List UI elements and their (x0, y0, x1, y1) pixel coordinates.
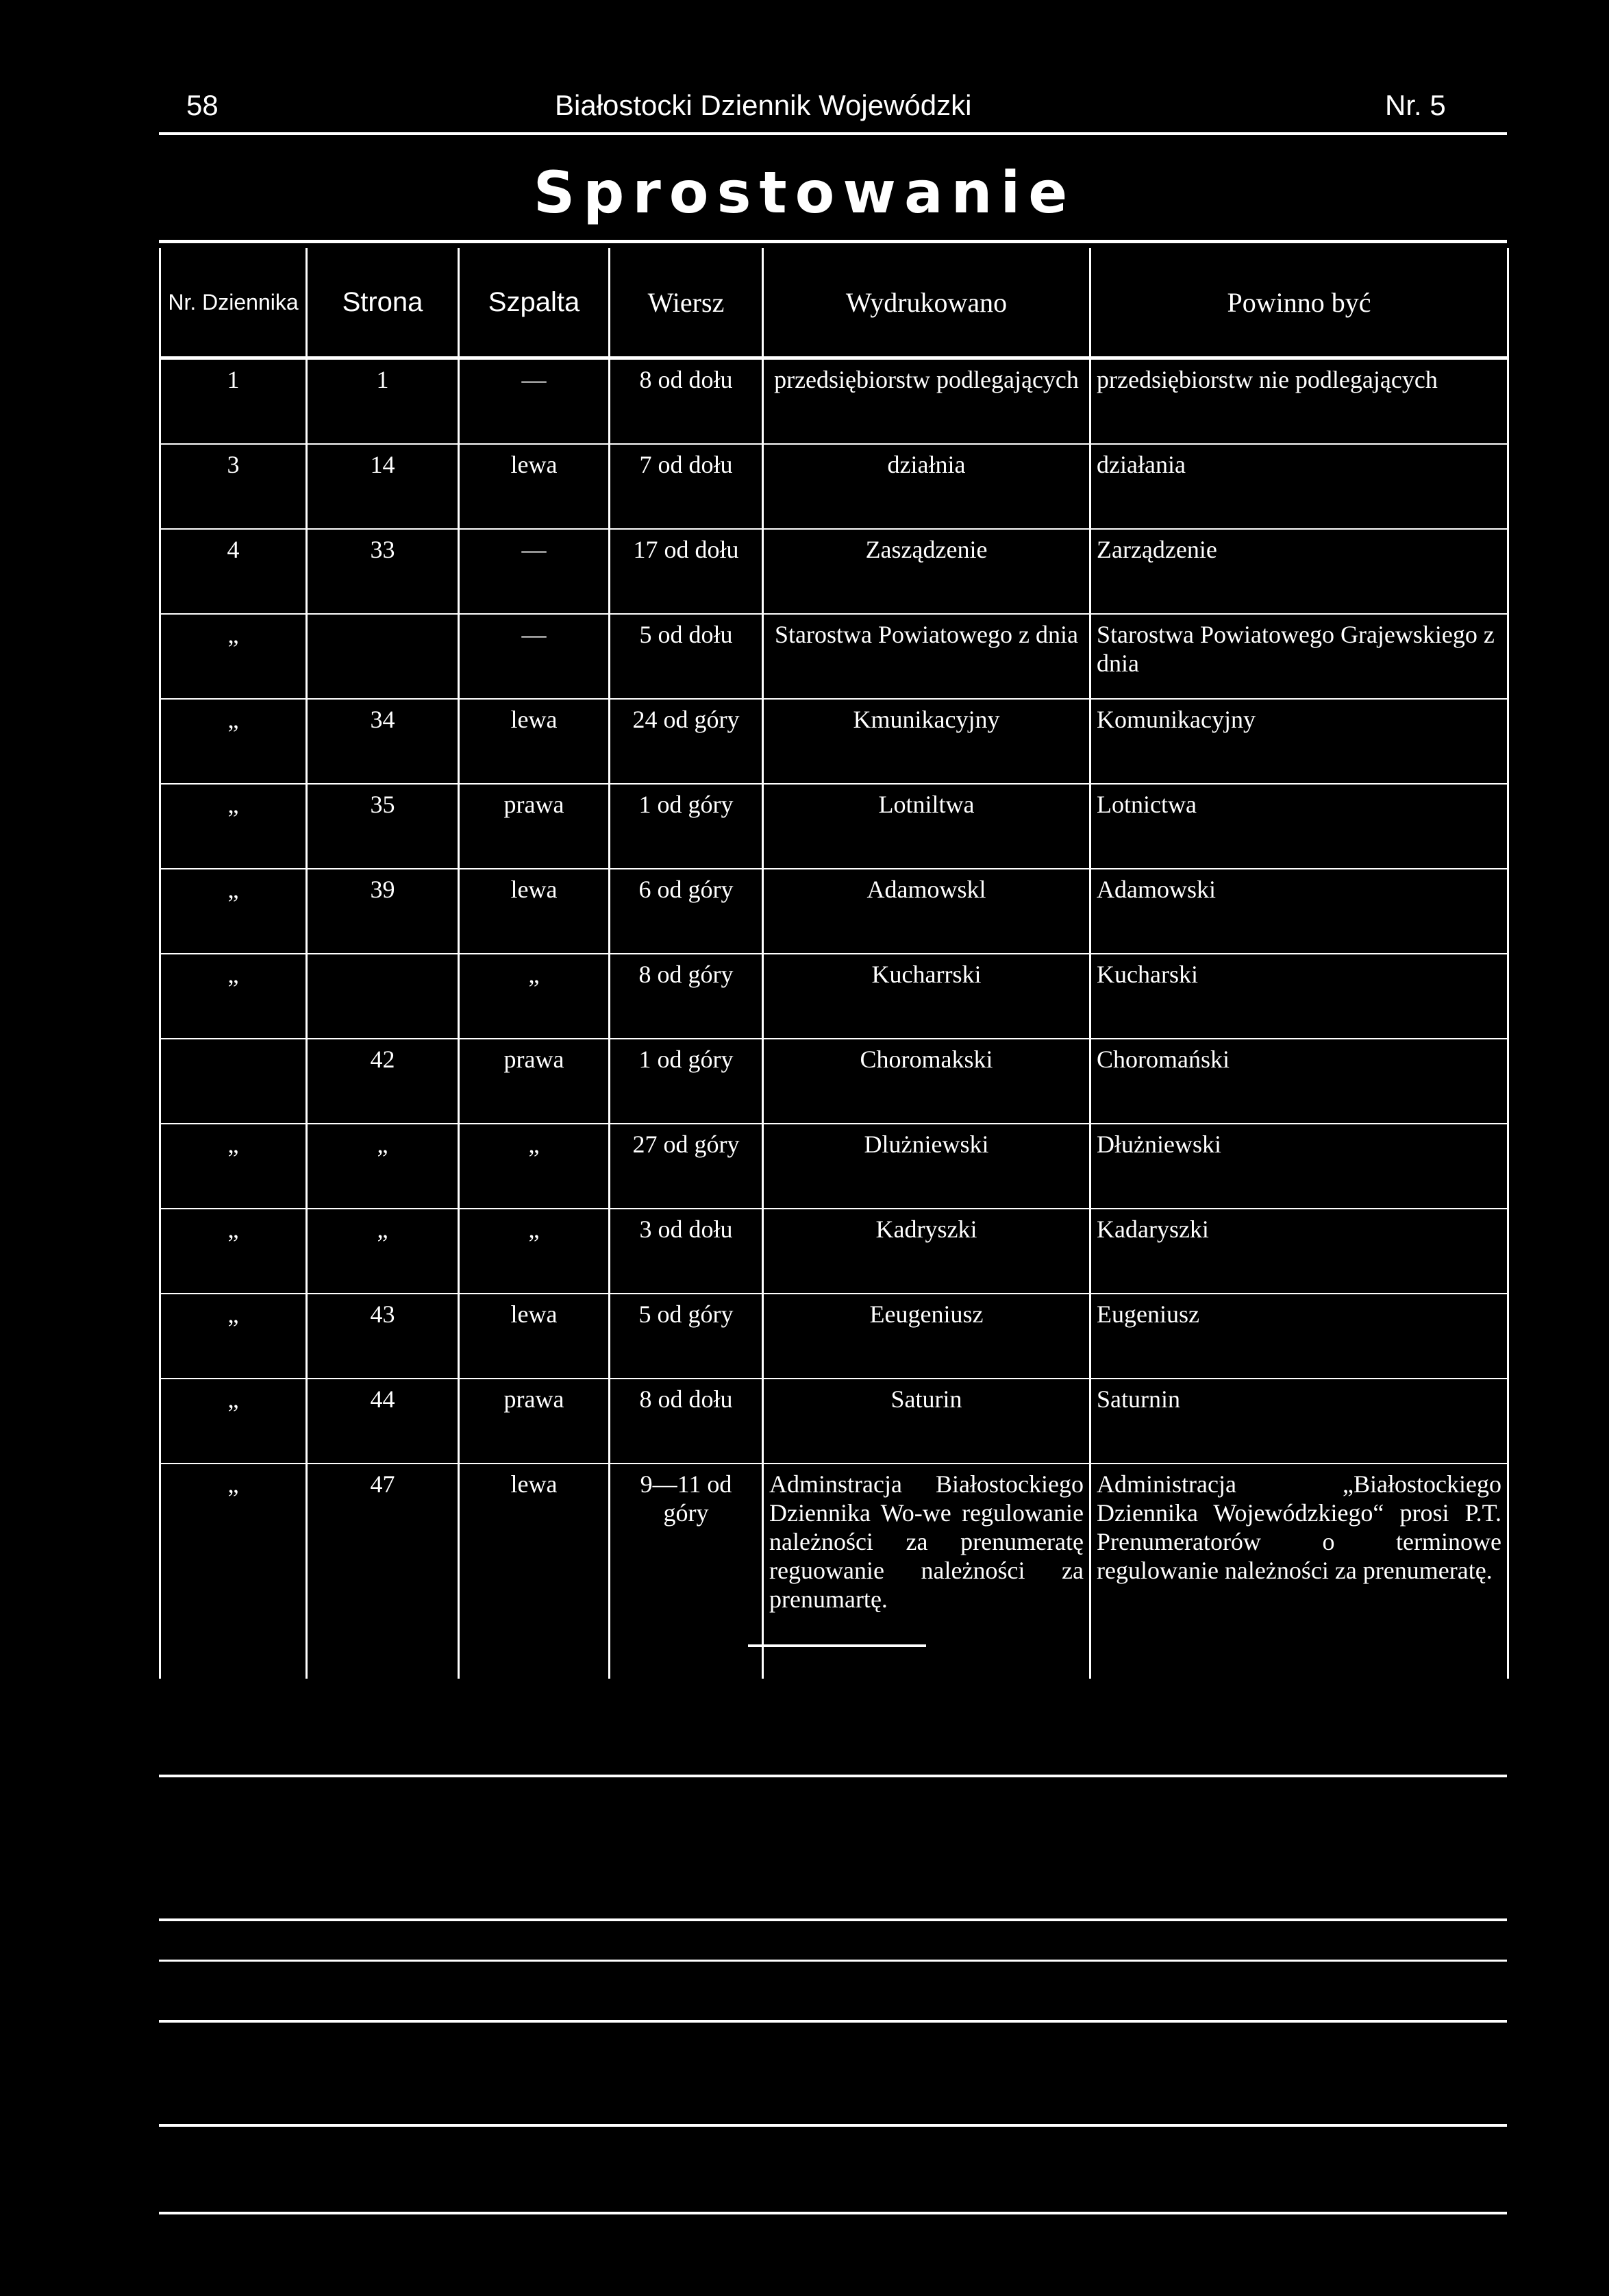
cell-strona: 43 (307, 1294, 459, 1379)
table-row (160, 614, 1508, 699)
table-row (160, 1379, 1508, 1464)
cell-szpalta: lewa (459, 869, 610, 954)
cell-powinno: Eugeniusz (1090, 1294, 1508, 1379)
cell-powinno: Adamowski (1090, 869, 1508, 954)
cell-powinno: Kucharski (1090, 954, 1508, 1039)
col-header-strona: Strona (307, 248, 459, 358)
cell-nr: „ (160, 1379, 307, 1464)
col-header-powinno: Powinno być (1090, 248, 1508, 358)
cell-wiersz: 24 od góry (610, 699, 763, 784)
cell-nr (160, 1039, 307, 1124)
cell-strona: 44 (307, 1379, 459, 1464)
table-row (160, 699, 1508, 784)
table-row (160, 784, 1508, 869)
col-header-wiersz: Wiersz (610, 248, 763, 358)
cell-wiersz: 8 od góry (610, 954, 763, 1039)
journal-title: Białostocki Dziennik Wojewódzki (555, 89, 972, 121)
cell-wiersz: 27 od góry (610, 1124, 763, 1209)
cell-szpalta: lewa (459, 1294, 610, 1379)
cell-wiersz: 1 od góry (610, 784, 763, 869)
table-header-row (160, 248, 1508, 358)
cell-wydrukowano: Adamowskl (763, 869, 1090, 954)
issue-number: Nr. 5 (1385, 89, 1446, 121)
cell-szpalta: — (459, 614, 610, 699)
cell-powinno: Starostwa Powiatowego Grajewskiego z dnia (1090, 614, 1508, 699)
cell-wiersz: 1 od góry (610, 1039, 763, 1124)
table-row (160, 1209, 1508, 1294)
cell-szpalta: — (459, 358, 610, 445)
cell-wydrukowano: Kucharrski (763, 954, 1090, 1039)
cell-wydrukowano: Starostwa Powiatowego z dnia (763, 614, 1090, 699)
cell-nr: 3 (160, 444, 307, 529)
cell-szpalta: lewa (459, 1464, 610, 1679)
cell-wiersz: 9—11 od góry (610, 1464, 763, 1679)
cell-powinno: przedsiębiorstw nie podlegających (1090, 358, 1508, 445)
cell-wydrukowano: Kadryszki (763, 1209, 1090, 1294)
cell-nr: „ (160, 1294, 307, 1379)
cell-strona: 33 (307, 529, 459, 614)
short-rule (748, 1644, 926, 1647)
cell-strona (307, 954, 459, 1039)
table-row (160, 444, 1508, 529)
cell-nr: „ (160, 784, 307, 869)
cell-wiersz: 6 od góry (610, 869, 763, 954)
cell-wiersz: 5 od góry (610, 1294, 763, 1379)
table-row (160, 529, 1508, 614)
cell-szpalta: lewa (459, 699, 610, 784)
cell-wiersz: 7 od dołu (610, 444, 763, 529)
col-header-nr: Nr. Dziennika (160, 248, 307, 358)
cell-strona: 47 (307, 1464, 459, 1679)
cell-wydrukowano: Adminstracja Białostockiego Dziennika Wo-we regulowanie należności za prenumeratę reguowanie należności za prenumartę. (763, 1464, 1090, 1679)
cell-nr: „ (160, 869, 307, 954)
cell-nr: 1 (160, 358, 307, 445)
cell-wydrukowano: Eeugeniusz (763, 1294, 1090, 1379)
cell-szpalta: — (459, 529, 610, 614)
cell-wydrukowano: Saturin (763, 1379, 1090, 1464)
cell-strona: „ (307, 1209, 459, 1294)
cell-nr: 4 (160, 529, 307, 614)
cell-szpalta: „ (459, 1124, 610, 1209)
table-row (160, 869, 1508, 954)
header-rule (159, 132, 1507, 135)
cell-powinno: Komunikacyjny (1090, 699, 1508, 784)
cell-nr: „ (160, 699, 307, 784)
cell-strona: 34 (307, 699, 459, 784)
table-row (160, 1294, 1508, 1379)
cell-strona: 1 (307, 358, 459, 445)
page-title: Sprostowanie (533, 159, 1076, 226)
corrections-table (159, 248, 1509, 1679)
cell-wydrukowano: działnia (763, 444, 1090, 529)
cell-powinno: Zarządzenie (1090, 529, 1508, 614)
table-row (160, 954, 1508, 1039)
cell-powinno: Saturnin (1090, 1379, 1508, 1464)
cell-wiersz: 5 od dołu (610, 614, 763, 699)
rule (159, 1960, 1507, 1962)
cell-strona: 14 (307, 444, 459, 529)
cell-szpalta: prawa (459, 1379, 610, 1464)
cell-powinno: Kadaryszki (1090, 1209, 1508, 1294)
cell-wydrukowano: przedsiębiorstw podlegających (763, 358, 1090, 445)
page-header (159, 89, 1507, 130)
cell-szpalta: lewa (459, 444, 610, 529)
cell-wiersz: 8 od dołu (610, 1379, 763, 1464)
cell-szpalta: prawa (459, 784, 610, 869)
cell-strona: „ (307, 1124, 459, 1209)
table-row (160, 1039, 1508, 1124)
cell-wiersz: 3 od dołu (610, 1209, 763, 1294)
table-top-rule (159, 240, 1507, 243)
cell-szpalta: „ (459, 954, 610, 1039)
cell-strona (307, 614, 459, 699)
rule (159, 1918, 1507, 1921)
cell-powinno: Dłużniewski (1090, 1124, 1508, 1209)
cell-strona: 42 (307, 1039, 459, 1124)
cell-wydrukowano: Dlużniewski (763, 1124, 1090, 1209)
col-header-wydrukowano: Wydrukowano (763, 248, 1090, 358)
cell-strona: 35 (307, 784, 459, 869)
cell-nr: „ (160, 1464, 307, 1679)
cell-powinno: Administracja „Białostockiego Dziennika Wojewódzkiego“ prosi P.T. Prenumeratorów o terminowe regulowanie należności za prenumeratę. (1090, 1464, 1508, 1679)
cell-nr: „ (160, 1124, 307, 1209)
table-row (160, 358, 1508, 445)
cell-powinno: działania (1090, 444, 1508, 529)
cell-wydrukowano: Zasządzenie (763, 529, 1090, 614)
cell-szpalta: „ (459, 1209, 610, 1294)
table-row (160, 1124, 1508, 1209)
cell-nr: „ (160, 1209, 307, 1294)
rule (159, 2020, 1507, 2023)
cell-wiersz: 8 od dołu (610, 358, 763, 445)
cell-szpalta: prawa (459, 1039, 610, 1124)
cell-nr: „ (160, 954, 307, 1039)
cell-powinno: Lotnictwa (1090, 784, 1508, 869)
cell-nr: „ (160, 614, 307, 699)
col-header-szpalta: Szpalta (459, 248, 610, 358)
rule (159, 1775, 1507, 1777)
cell-strona: 39 (307, 869, 459, 954)
cell-powinno: Choromański (1090, 1039, 1508, 1124)
page-number: 58 (186, 89, 219, 121)
rule (159, 2124, 1507, 2127)
cell-wiersz: 17 od dołu (610, 529, 763, 614)
cell-wydrukowano: Kmunikacyjny (763, 699, 1090, 784)
cell-wydrukowano: Choromakski (763, 1039, 1090, 1124)
rule (159, 2212, 1507, 2214)
cell-wydrukowano: Lotniltwa (763, 784, 1090, 869)
